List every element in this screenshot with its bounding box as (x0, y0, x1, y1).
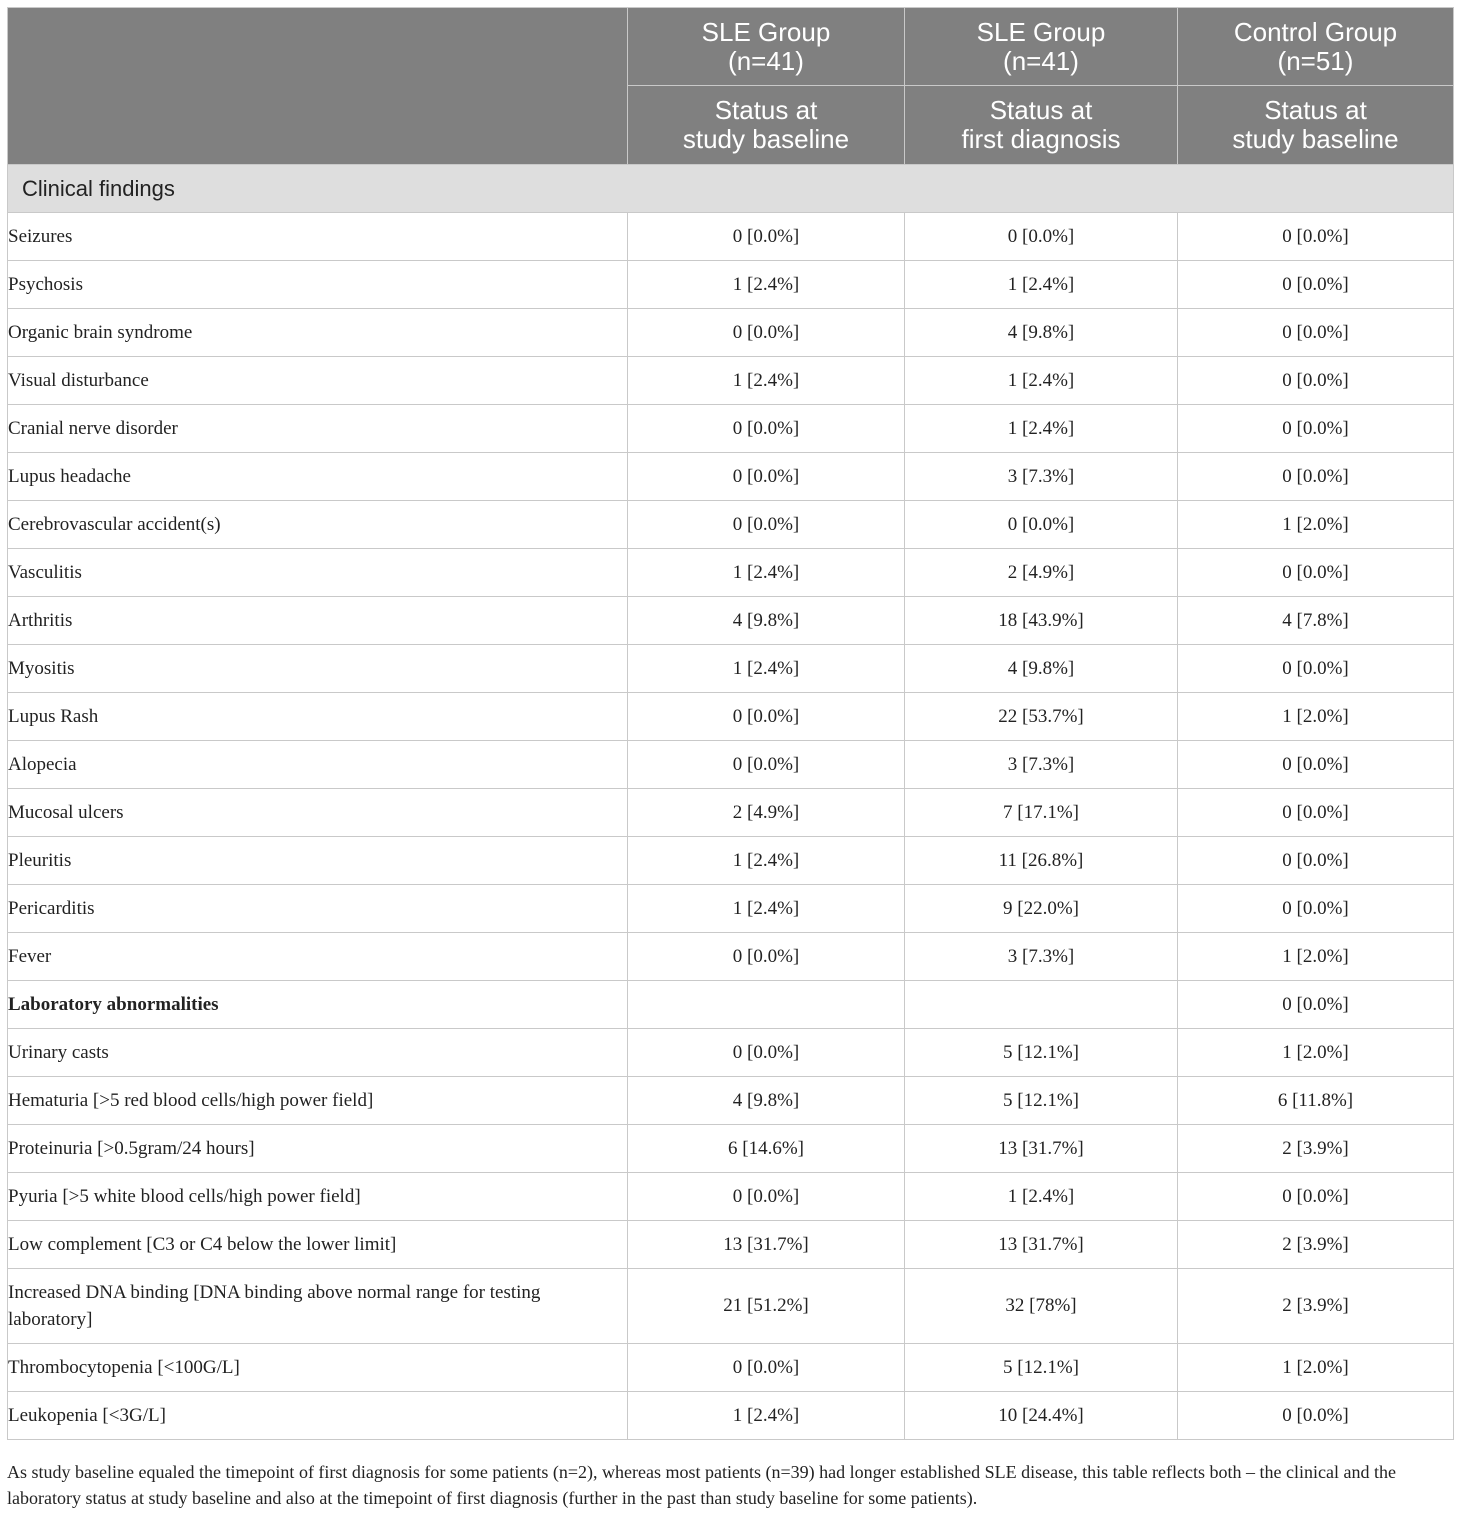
table-row (8, 645, 1454, 693)
row-value-col2: 18 [43.9%] (905, 597, 1178, 645)
row-label: Proteinuria [>0.5gram/24 hours] (8, 1125, 628, 1173)
row-value-col2: 5 [12.1%] (905, 1029, 1178, 1077)
table-row (8, 597, 1454, 645)
row-value-col1: 1 [2.4%] (628, 357, 905, 405)
header-status-label: Status at (1264, 95, 1367, 125)
row-value-col3: 0 [0.0%] (1178, 357, 1454, 405)
row-value-col3: 2 [3.9%] (1178, 1125, 1454, 1173)
table-row (8, 1029, 1454, 1077)
row-label: Arthritis (8, 597, 628, 645)
row-value-col1: 0 [0.0%] (628, 741, 905, 789)
row-value-col2: 1 [2.4%] (905, 357, 1178, 405)
row-value-col3: 0 [0.0%] (1178, 837, 1454, 885)
row-value-col2: 10 [24.4%] (905, 1392, 1178, 1440)
row-label: Seizures (8, 213, 628, 261)
data-table (7, 7, 1454, 1440)
row-value-col2: 0 [0.0%] (905, 501, 1178, 549)
table-row (8, 1125, 1454, 1173)
row-value-col3: 0 [0.0%] (1178, 549, 1454, 597)
row-label: Urinary casts (8, 1029, 628, 1077)
table-row (8, 981, 1454, 1029)
row-value-col2: 9 [22.0%] (905, 885, 1178, 933)
row-value-col2: 1 [2.4%] (905, 1173, 1178, 1221)
row-label: Alopecia (8, 741, 628, 789)
row-label: Pericarditis (8, 885, 628, 933)
row-value-col1: 0 [0.0%] (628, 1029, 905, 1077)
row-value-col1: 0 [0.0%] (628, 453, 905, 501)
row-value-col3: 4 [7.8%] (1178, 597, 1454, 645)
table-row (8, 501, 1454, 549)
row-label: Visual disturbance (8, 357, 628, 405)
row-value-col1: 21 [51.2%] (628, 1269, 905, 1344)
table-row (8, 261, 1454, 309)
row-label: Mucosal ulcers (8, 789, 628, 837)
row-value-col1: 4 [9.8%] (628, 597, 905, 645)
header-status-sle-baseline (628, 86, 905, 165)
row-label: Leukopenia [<3G/L] (8, 1392, 628, 1440)
header-status-control (1178, 86, 1454, 165)
row-value-col2: 5 [12.1%] (905, 1344, 1178, 1392)
row-value-col1: 1 [2.4%] (628, 837, 905, 885)
row-value-col3: 0 [0.0%] (1178, 261, 1454, 309)
row-value-col2: 1 [2.4%] (905, 405, 1178, 453)
table-row (8, 741, 1454, 789)
header-group-sle-baseline (628, 8, 905, 86)
header-group-control (1178, 8, 1454, 86)
row-value-col2: 32 [78%] (905, 1269, 1178, 1344)
row-value-col2: 2 [4.9%] (905, 549, 1178, 597)
row-value-col1: 0 [0.0%] (628, 933, 905, 981)
row-label: Increased DNA binding [DNA binding above normal range for testing laboratory] (8, 1269, 628, 1344)
row-value-col2: 3 [7.3%] (905, 933, 1178, 981)
row-value-col1: 2 [4.9%] (628, 789, 905, 837)
header-group-label: Control Group (1233, 16, 1398, 47)
row-value-col1 (628, 981, 905, 1029)
row-value-col3: 0 [0.0%] (1178, 741, 1454, 789)
row-label: Hematuria [>5 red blood cells/high power field] (8, 1077, 628, 1125)
table-row (8, 933, 1454, 981)
row-value-col3: 0 [0.0%] (1178, 645, 1454, 693)
table-row (8, 1221, 1454, 1269)
row-value-col3: 2 [3.9%] (1178, 1269, 1454, 1344)
row-value-col3: 0 [0.0%] (1178, 885, 1454, 933)
row-value-col2: 0 [0.0%] (905, 213, 1178, 261)
row-value-col3: 1 [2.0%] (1178, 1029, 1454, 1077)
row-value-col3: 0 [0.0%] (1178, 453, 1454, 501)
row-value-col3: 0 [0.0%] (1178, 405, 1454, 453)
row-label: Fever (8, 933, 628, 981)
section-title-clinical: Clinical findings (8, 165, 1454, 213)
header-group-n: (n=41) (728, 45, 804, 76)
table-row (8, 1173, 1454, 1221)
row-value-col1: 0 [0.0%] (628, 693, 905, 741)
row-value-col3: 6 [11.8%] (1178, 1077, 1454, 1125)
header-group-sle-diagnosis (905, 8, 1178, 86)
row-value-col3: 1 [2.0%] (1178, 1344, 1454, 1392)
table-row (8, 693, 1454, 741)
header-status-timepoint: study baseline (1232, 124, 1399, 154)
table-footnote: As study baseline equaled the timepoint of first diagnosis for some patients (n=2), whereas most patients (n=39) had longer established SLE disease, this table reflects both – the clinical and the laboratory status at study baseline and also at the timepoint of first diagnosis (further in the past than study baseline for some patients). (7, 1462, 1396, 1508)
table-row (8, 1344, 1454, 1392)
row-label: Low complement [C3 or C4 below the lower limit] (8, 1221, 628, 1269)
row-label: Cranial nerve disorder (8, 405, 628, 453)
row-value-col3: 1 [2.0%] (1178, 501, 1454, 549)
table-row (8, 1269, 1454, 1344)
row-value-col3: 0 [0.0%] (1178, 213, 1454, 261)
table-row (8, 1077, 1454, 1125)
table-row (8, 1392, 1454, 1440)
row-value-col3: 0 [0.0%] (1178, 309, 1454, 357)
header-status-sle-diagnosis (905, 86, 1178, 165)
row-label: Lupus headache (8, 453, 628, 501)
row-value-col2: 5 [12.1%] (905, 1077, 1178, 1125)
row-value-col1: 0 [0.0%] (628, 309, 905, 357)
row-value-col1: 0 [0.0%] (628, 405, 905, 453)
row-value-col2: 11 [26.8%] (905, 837, 1178, 885)
table-row (8, 213, 1454, 261)
header-group-label: SLE Group (701, 16, 831, 47)
table-row (8, 405, 1454, 453)
row-value-col1: 1 [2.4%] (628, 885, 905, 933)
row-label: Pyuria [>5 white blood cells/high power field] (8, 1173, 628, 1221)
row-value-col1: 6 [14.6%] (628, 1125, 905, 1173)
row-label: Cerebrovascular accident(s) (8, 501, 628, 549)
row-value-col1: 13 [31.7%] (628, 1221, 905, 1269)
row-value-col1: 1 [2.4%] (628, 645, 905, 693)
header-group-n: (n=51) (1277, 45, 1354, 76)
row-value-col2: 7 [17.1%] (905, 789, 1178, 837)
row-label: Myositis (8, 645, 628, 693)
row-value-col2: 4 [9.8%] (905, 645, 1178, 693)
row-value-col1: 0 [0.0%] (628, 501, 905, 549)
row-value-col1: 4 [9.8%] (628, 1077, 905, 1125)
row-value-col3: 1 [2.0%] (1178, 693, 1454, 741)
row-label: Laboratory abnormalities (8, 981, 628, 1029)
row-label: Psychosis (8, 261, 628, 309)
table-row (8, 885, 1454, 933)
header-status-label: Status at (714, 95, 818, 125)
row-value-col1: 0 [0.0%] (628, 1173, 905, 1221)
row-label: Organic brain syndrome (8, 309, 628, 357)
row-label: Thrombocytopenia [<100G/L] (8, 1344, 628, 1392)
row-value-col3: 0 [0.0%] (1178, 1173, 1454, 1221)
row-value-col3: 0 [0.0%] (1178, 981, 1454, 1029)
row-value-col1: 1 [2.4%] (628, 549, 905, 597)
header-status-timepoint: first diagnosis (961, 124, 1121, 154)
table-row (8, 549, 1454, 597)
row-value-col2: 3 [7.3%] (905, 741, 1178, 789)
row-value-col2: 13 [31.7%] (905, 1125, 1178, 1173)
header-row-groups (8, 8, 1454, 86)
row-value-col3: 0 [0.0%] (1178, 789, 1454, 837)
header-status-label: Status at (989, 95, 1093, 125)
row-value-col2: 4 [9.8%] (905, 309, 1178, 357)
row-value-col3: 1 [2.0%] (1178, 933, 1454, 981)
table-body (8, 165, 1454, 1440)
row-value-col2: 3 [7.3%] (905, 453, 1178, 501)
table-container (7, 7, 1453, 1440)
row-label: Lupus Rash (8, 693, 628, 741)
row-value-col2: 13 [31.7%] (905, 1221, 1178, 1269)
header-status-timepoint: study baseline (682, 124, 850, 154)
table-row (8, 837, 1454, 885)
row-value-col2 (905, 981, 1178, 1029)
table-row (8, 453, 1454, 501)
header-empty-cell (8, 8, 628, 165)
row-label: Pleuritis (8, 837, 628, 885)
header-group-n: (n=41) (1003, 45, 1079, 76)
row-value-col2: 1 [2.4%] (905, 261, 1178, 309)
header-group-label: SLE Group (976, 16, 1106, 47)
row-value-col2: 22 [53.7%] (905, 693, 1178, 741)
row-value-col1: 1 [2.4%] (628, 261, 905, 309)
row-value-col1: 0 [0.0%] (628, 213, 905, 261)
section-row-clinical (8, 165, 1454, 213)
row-label: Vasculitis (8, 549, 628, 597)
table-row (8, 357, 1454, 405)
row-value-col3: 2 [3.9%] (1178, 1221, 1454, 1269)
table-row (8, 309, 1454, 357)
row-value-col1: 0 [0.0%] (628, 1344, 905, 1392)
row-value-col3: 0 [0.0%] (1178, 1392, 1454, 1440)
table-row (8, 789, 1454, 837)
row-value-col1: 1 [2.4%] (628, 1392, 905, 1440)
